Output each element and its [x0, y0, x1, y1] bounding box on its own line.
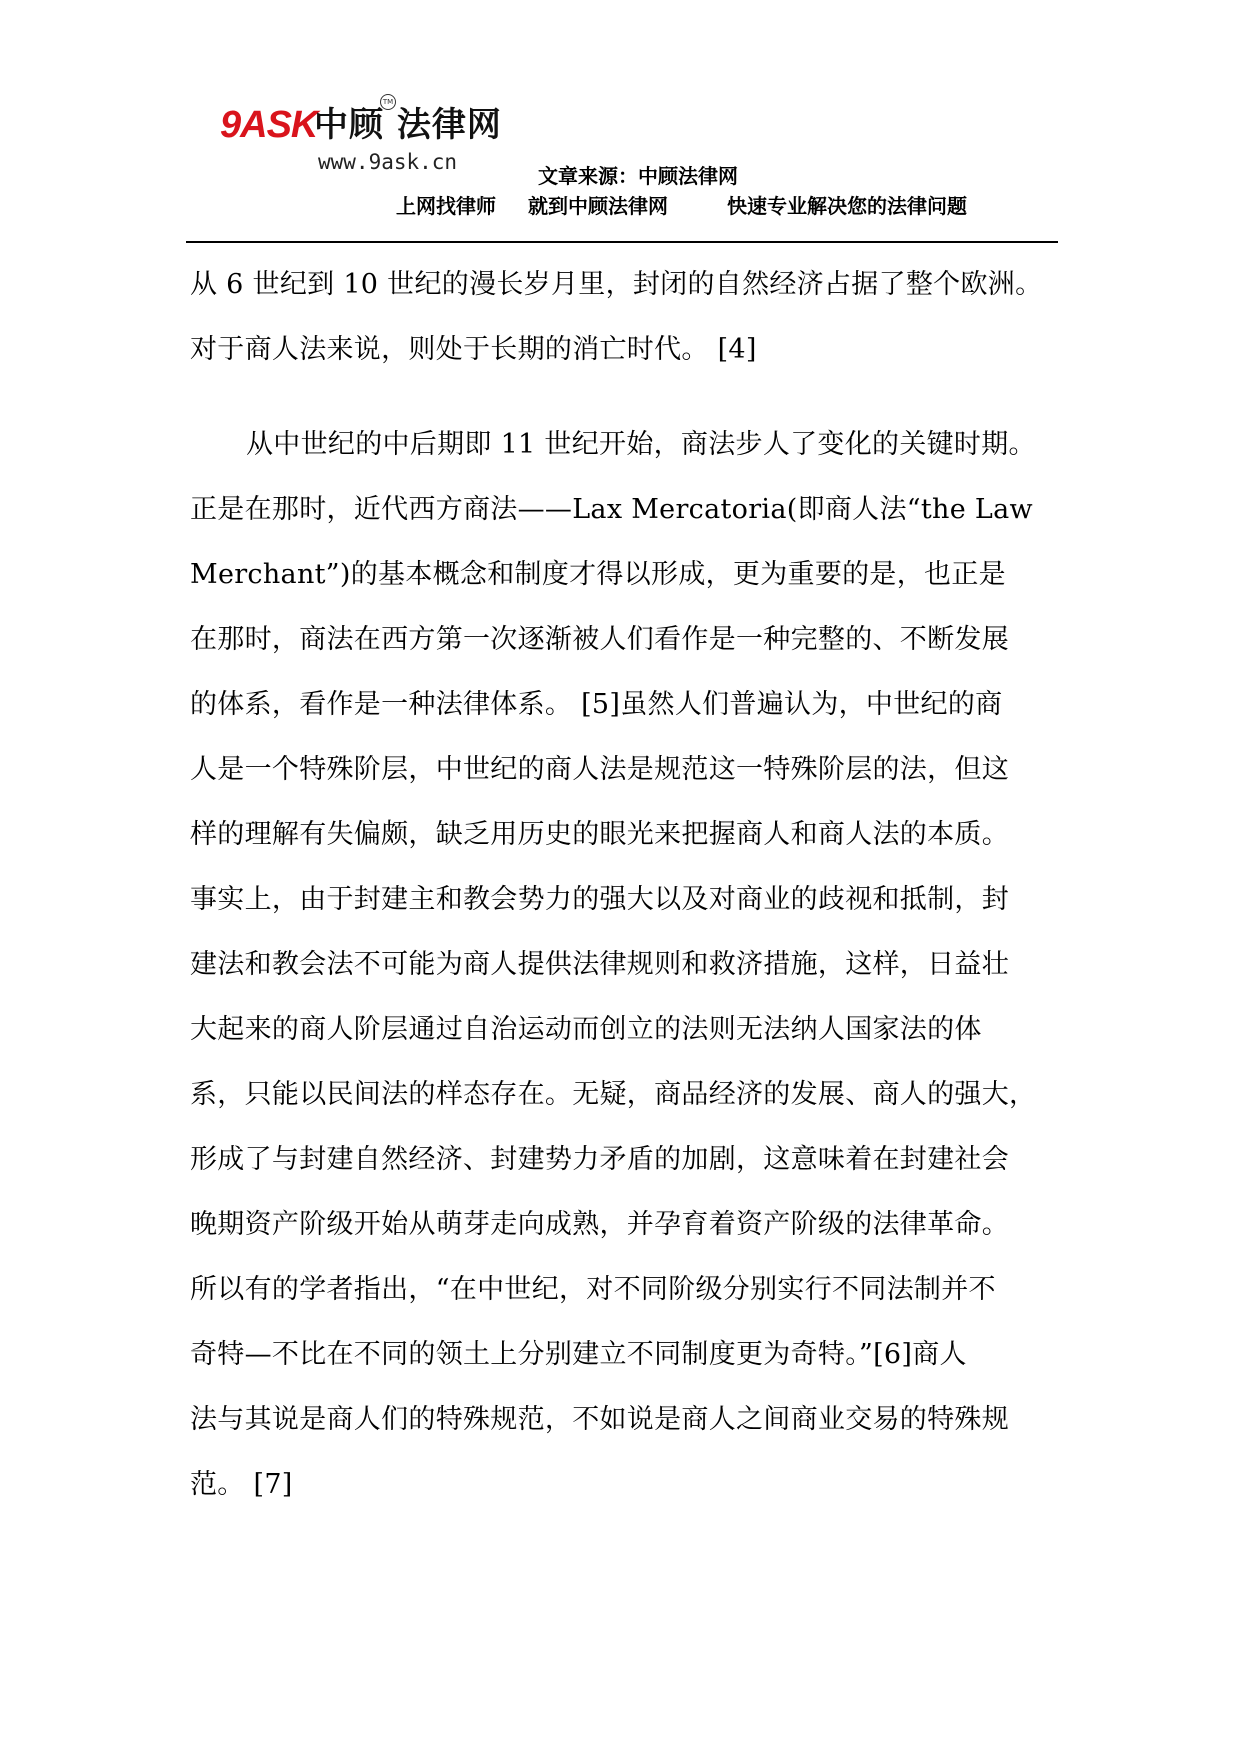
text-line: 法与其说是商人们的特殊规范，不如说是商人之间商业交易的特殊规 — [190, 1404, 1009, 1435]
logo-chinese-name: 中顾 法律网 — [314, 105, 502, 145]
trademark-icon: TM — [380, 94, 396, 110]
header-divider — [186, 241, 1058, 243]
text-line: 从 6 世纪到 10 世纪的漫长岁月里，封闭的自然经济占据了整个欧洲。 — [190, 269, 1043, 300]
text-line: 范。 [7] — [190, 1469, 293, 1500]
paragraph-1 — [190, 252, 1070, 382]
logo-wordmark: 9ASK — [220, 104, 318, 146]
text-line: 所以有的学者指出，“在中世纪，对不同阶级分别实行不同法制并不 — [190, 1274, 996, 1305]
text-line: Merchant”)的基本概念和制度才得以形成，更为重要的是，也正是 — [190, 559, 1006, 590]
text-line: 大起来的商人阶层通过自治运动而创立的法则无法纳人国家法的体 — [190, 1014, 982, 1045]
text-line: 系，只能以民间法的样态存在。无疑，商品经济的发展、商人的强大， — [190, 1079, 1037, 1110]
text-line: 在那时，商法在西方第一次逐渐被人们看作是一种完整的、不断发展 — [190, 624, 1009, 655]
tagline-site-name: 就到中顾法律网 — [528, 194, 668, 218]
article-body — [190, 252, 1070, 1517]
logo-url: www.9ask.cn — [318, 150, 458, 174]
site-logo[interactable] — [186, 92, 506, 182]
text-line: 正是在那时，近代西方商法——Lax Mercatoria(即商人法“the Law — [190, 494, 1033, 525]
text-line: 的体系，看作是一种法律体系。 [5]虽然人们普遍认为，中世纪的商 — [190, 689, 1003, 720]
article-source: 文章来源：中顾法律网 — [538, 164, 738, 188]
text-line: 事实上，由于封建主和教会势力的强大以及对商业的歧视和抵制，封 — [190, 884, 1009, 915]
text-line: 建法和教会法不可能为商人提供法律规则和救济措施，这样，日益壮 — [190, 949, 1009, 980]
text-line: 从中世纪的中后期即 11 世纪开始，商法步人了变化的关键时期。 — [246, 429, 1036, 460]
text-line: 对于商人法来说，则处于长期的消亡时代。 [4] — [190, 334, 757, 365]
text-line: 人是一个特殊阶层，中世纪的商人法是规范这一特殊阶层的法，但这 — [190, 754, 1009, 785]
text-line: 晚期资产阶级开始从萌芽走向成熟，并孕育着资产阶级的法律革命。 — [190, 1209, 1009, 1240]
paragraph-gap — [190, 382, 1070, 412]
text-line: 形成了与封建自然经济、封建势力矛盾的加剧，这意味着在封建社会 — [190, 1144, 1009, 1175]
tagline-find-lawyer: 上网找律师 — [396, 194, 496, 218]
tagline-solve-problems: 快速专业解决您的法律问题 — [727, 194, 967, 218]
paragraph-2 — [190, 412, 1070, 1517]
text-line: 样的理解有失偏颇，缺乏用历史的眼光来把握商人和商人法的本质。 — [190, 819, 1009, 850]
text-line: 奇特—不比在不同的领土上分别建立不同制度更为奇特。”[6]商人 — [190, 1339, 967, 1370]
